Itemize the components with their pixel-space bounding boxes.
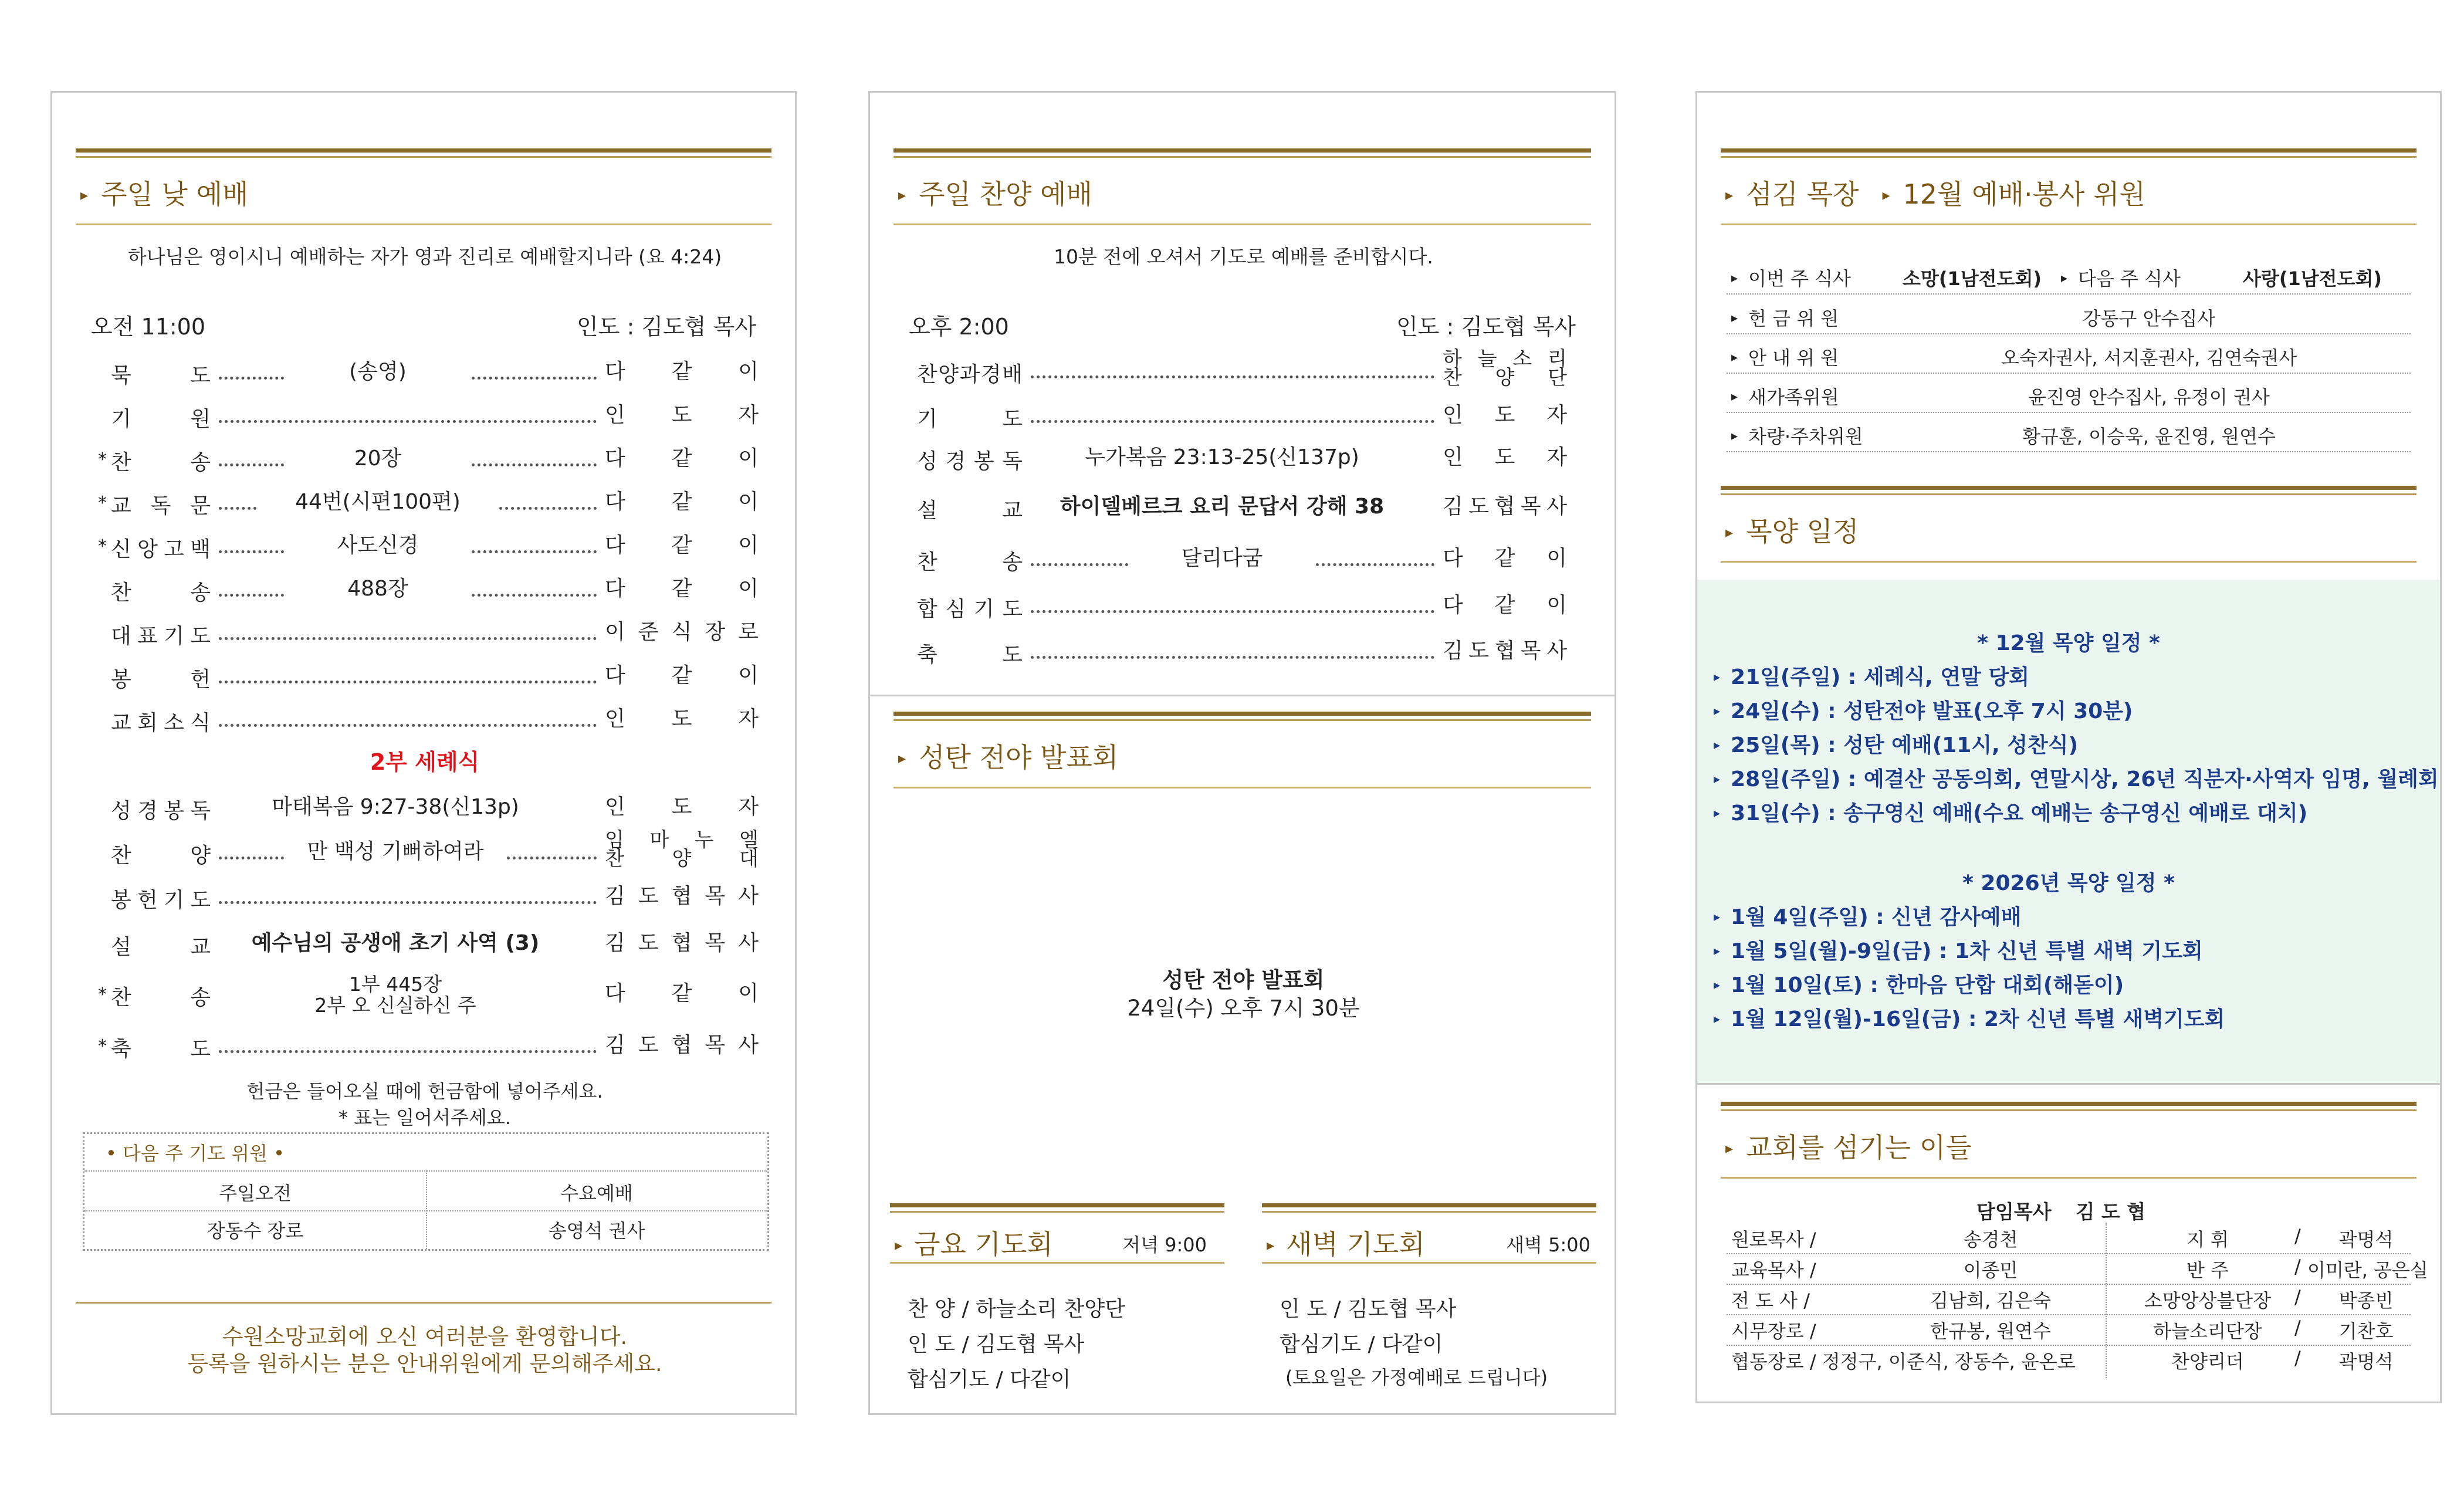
order-item-person: [605, 576, 759, 602]
staff-names: 한규봉, 원연수: [1930, 1320, 2051, 1342]
this-week-meal-label: ▸ 이번 주 식사: [1731, 268, 1851, 290]
prayer-col-wednesday: 수요예배: [560, 1182, 633, 1204]
staff-slash: /: [2294, 1286, 2301, 1308]
spaced-text: 김 도 협 목 사: [605, 884, 759, 908]
triangle-bullet-icon: ▸: [1714, 978, 1721, 993]
volunteer-names: 오숙자권사, 서지훈권사, 김연숙권사: [2001, 347, 2297, 369]
staff-names: 김남희, 김은숙: [1930, 1289, 2051, 1312]
dotted-leader: [1031, 563, 1128, 566]
spaced-text: 기 도: [917, 407, 1023, 431]
preparation-notice: 10분 전에 오셔서 기도로 예배를 준비합시다.: [1054, 245, 1433, 268]
order-row: [52, 359, 795, 394]
triangle-bullet-icon: ▸: [1882, 187, 1890, 204]
order-row: [52, 1033, 795, 1068]
section-divider: [870, 695, 1615, 696]
order-item-name: [917, 593, 1023, 622]
serve-title-1: 섬김 목장: [1746, 178, 1859, 210]
spaced-text: 김 도 협 목 사: [1443, 495, 1567, 519]
order-row: [870, 546, 1615, 581]
section-title: 주일 찬양 예배: [919, 178, 1092, 210]
dawn-row: 합심기도 / 다같이: [1280, 1332, 1443, 1356]
order-row: [870, 347, 1615, 393]
order-item-person: [605, 794, 759, 820]
spaced-text: 성 경 봉 독: [917, 449, 1023, 473]
spaced-text: 축 도: [917, 643, 1023, 667]
afternoon-worship-panel: [868, 91, 1616, 1415]
volunteer-names: 강동구 안수집사: [2082, 307, 2216, 330]
spaced-text: 인 도 자: [1443, 403, 1567, 427]
order-item-content: (송영): [349, 360, 407, 384]
dotted-leader: [472, 377, 597, 380]
required-standing-mark: *: [98, 1036, 107, 1057]
spaced-text: 다 같 이: [1443, 593, 1567, 617]
staff-role: 원로목사 /: [1731, 1228, 1816, 1251]
order-item-person: [605, 1033, 759, 1058]
order-row: [52, 794, 795, 830]
dotted-leader: [219, 420, 597, 423]
spaced-text: 다 같 이: [605, 446, 759, 471]
triangle-bullet-icon: ▸: [1714, 670, 1721, 685]
this-week-meal-value: 소망(1남전도회): [1903, 268, 2042, 290]
order-item-name: [111, 706, 211, 736]
prayer-committee-table: [83, 1132, 769, 1251]
spaced-text: 인 도 자: [1443, 445, 1567, 469]
spaced-text: 찬 양 대: [605, 847, 759, 871]
order-item-name: [917, 638, 1023, 668]
order-item-person: [605, 402, 759, 428]
staff-names-2: 기찬호: [2338, 1320, 2394, 1342]
spaced-text: 인 도 자: [605, 795, 759, 819]
order-item-name: [111, 446, 211, 476]
staff-names-2: 곽명석: [2338, 1228, 2394, 1251]
staff-role-2: 찬양리더: [2171, 1351, 2244, 1373]
order-item-content: 하이델베르크 요리 문답서 강해 38: [1060, 495, 1385, 519]
staff-names-2: 이미란, 공은실: [2307, 1259, 2428, 1281]
spaced-text: 묵 도: [111, 364, 211, 388]
order-item-content: 488장: [347, 577, 408, 601]
order-row: [52, 706, 795, 742]
service-time: 오후 2:00: [909, 314, 1009, 340]
order-item-name: [111, 533, 211, 563]
spaced-text: 찬 송: [111, 581, 211, 605]
spaced-text: 대 표 기 도: [111, 624, 211, 648]
spaced-text: 다 같 이: [605, 533, 759, 557]
schedule-header: [1721, 486, 2416, 563]
sunday-worship-header: [76, 148, 771, 225]
staff-slash: /: [2294, 1316, 2301, 1339]
serve-header: [1721, 148, 2416, 225]
order-row: [52, 489, 795, 524]
order-item-content: 44번(시편100편): [295, 490, 461, 514]
section-title: 교회를 섬기는 이들: [1746, 1132, 1972, 1163]
schedule-item: ▸ 21일(주일) : 세례식, 연말 당회: [1714, 665, 2030, 689]
order-item-name: [917, 546, 1023, 576]
triangle-bullet-icon: ▸: [1267, 1237, 1275, 1254]
dawn-row: (토요일은 가정예배로 드립니다): [1285, 1366, 1548, 1389]
welcome-divider: [76, 1298, 771, 1304]
required-standing-mark: *: [98, 493, 107, 513]
schedule-item: ▸ 25일(목) : 성탄 예배(11시, 성찬식): [1714, 733, 2079, 757]
staff-names-2: 곽명석: [2338, 1351, 2394, 1373]
sunday-worship-panel: [50, 91, 797, 1415]
dotted-leader: [1031, 420, 1434, 423]
spaced-text: 다 같 이: [1443, 546, 1567, 570]
spaced-text: 성 경 봉 독: [111, 799, 211, 823]
spaced-text: 다 같 이: [605, 664, 759, 688]
volunteer-role: ▸ 새가족위원: [1731, 386, 1839, 408]
spaced-text: 기 원: [111, 407, 211, 431]
staff-role-2: 반 주: [2187, 1259, 2229, 1281]
schedule-item: ▸ 1월 4일(주일) : 신년 감사예배: [1714, 905, 2022, 929]
baptism-title: 2부 세례식: [370, 749, 480, 775]
order-row: [52, 663, 795, 698]
row-divider: [1727, 412, 2411, 413]
order-item-name: [111, 839, 211, 869]
welcome-line-2: 등록을 원하시는 분은 안내위원에게 문의해주세요.: [187, 1351, 662, 1376]
order-item-content: 예수님의 공생애 초기 사역 (3): [251, 931, 540, 955]
spaced-text: 찬 송: [917, 550, 1023, 574]
order-row: [52, 620, 795, 655]
service-leader: 인도 : 김도협 목사: [1396, 314, 1576, 340]
spaced-text: 인 도 자: [605, 403, 759, 427]
order-item-person: [1443, 445, 1567, 471]
volunteer-role: ▸ 차량·주차위원: [1731, 425, 1863, 448]
order-item-name: [111, 1033, 211, 1062]
dotted-leader: [219, 857, 284, 859]
spaced-text: 교 독 문: [111, 494, 211, 518]
spaced-text: 축 도: [111, 1037, 211, 1061]
service-leader: 인도 : 김도협 목사: [577, 314, 756, 340]
order-item-name: [111, 576, 211, 606]
dotted-leader: [1031, 375, 1434, 378]
prayer-val-wednesday: 송영석 권사: [548, 1220, 645, 1242]
order-item-name: [917, 494, 1023, 524]
order-item-name: [111, 489, 211, 519]
schedule-item: ▸ 28일(주일) : 예결산 공동의회, 연말시상, 26년 직분자·사역자 임명, 월례회: [1714, 767, 2439, 791]
spaced-text: 설 교: [917, 499, 1023, 523]
spaced-text: 다 같 이: [605, 577, 759, 601]
order-item-person: [605, 930, 759, 956]
spaced-text: 인 도 자: [605, 707, 759, 731]
order-item-person: [605, 706, 759, 732]
order-row: [52, 930, 795, 966]
order-row: [870, 638, 1615, 673]
order-item-person: [605, 828, 759, 871]
staff-names-2: 박종빈: [2338, 1289, 2394, 1312]
staff-role-2: 하늘소리단장: [2153, 1320, 2262, 1342]
staff-role: 전 도 사 /: [1731, 1289, 1810, 1312]
next-week-meal-value: 사랑(1남전도회): [2243, 268, 2382, 290]
next-week-meal-label: ▸ 다음 주 식사: [2061, 268, 2181, 290]
order-item-person: [605, 620, 759, 645]
order-item-person: [1443, 593, 1567, 618]
volunteer-role: ▸ 헌 금 위 원: [1731, 307, 1839, 330]
section-title: 주일 낮 예배: [101, 178, 249, 210]
dotted-leader: [499, 507, 597, 510]
dotted-leader: [219, 463, 284, 466]
dotted-leader: [472, 594, 597, 597]
section-title: 성탄 전야 발표회: [919, 742, 1119, 773]
triangle-bullet-icon: ▸: [1714, 738, 1721, 753]
order-row: [52, 884, 795, 919]
spaced-text: 다 같 이: [605, 360, 759, 384]
prayer-col-sunday: 주일오전: [219, 1182, 292, 1204]
row-divider: [1727, 333, 2411, 334]
spaced-text: 다 같 이: [605, 490, 759, 514]
staff-role: 교육목사 /: [1731, 1259, 1816, 1281]
order-row: [52, 576, 795, 611]
spaced-text: 임 마 누 엘: [605, 828, 759, 852]
order-item-name: [917, 445, 1023, 475]
spaced-text: 합 심 기 도: [917, 597, 1023, 621]
dotted-leader: [219, 550, 284, 553]
triangle-bullet-icon: ▸: [1725, 187, 1734, 204]
spaced-text: 신 앙 고 백: [111, 537, 211, 561]
section-title: 목양 일정: [1746, 516, 1859, 547]
triangle-bullet-icon: ▸: [1714, 704, 1721, 719]
staff-slash: /: [2294, 1255, 2301, 1278]
dotted-leader: [219, 507, 256, 510]
schedule-item: ▸ 31일(수) : 송구영신 예배(수요 예배는 송구영신 예배로 대치): [1714, 801, 2308, 825]
required-standing-mark: *: [98, 984, 107, 1005]
dotted-leader: [472, 463, 597, 466]
offering-note: 헌금은 들어오실 때에 헌금함에 넣어주세요.: [246, 1080, 603, 1102]
senior-pastor: 담임목사 김 도 협: [1976, 1200, 2146, 1223]
staff-role: 협동장로 / 정정구, 이준식, 장동수, 윤온로: [1731, 1351, 2076, 1373]
dotted-leader: [219, 724, 597, 727]
order-row: [52, 828, 795, 874]
spaced-text: 찬 송: [111, 986, 211, 1010]
january-schedule-title: * 2026년 목양 일정 *: [1962, 871, 2175, 895]
volunteer-role: ▸ 안 내 위 원: [1731, 347, 1839, 369]
spaced-text: 봉 헌: [111, 668, 211, 692]
spaced-text: 다 같 이: [605, 981, 759, 1006]
order-item-person: [605, 663, 759, 689]
afternoon-worship-header: [893, 148, 1591, 225]
order-item-name: [111, 794, 211, 824]
triangle-bullet-icon: ▸: [1714, 1012, 1721, 1027]
schedule-item: ▸ 1월 12일(월)-16일(금) : 2차 신년 특별 새벽기도회: [1714, 1007, 2225, 1031]
triangle-bullet-icon: ▸: [1725, 1140, 1734, 1157]
order-item-person: [605, 884, 759, 909]
triangle-bullet-icon: ▸: [80, 187, 89, 204]
order-item-person: [605, 533, 759, 559]
dawn-prayer-section: [1262, 1203, 1596, 1397]
schedule-box: [1697, 580, 2440, 1083]
order-item-person: [605, 489, 759, 515]
volunteer-names: 황규훈, 이승욱, 윤진영, 원연수: [2022, 425, 2276, 448]
service-time: 오전 11:00: [91, 314, 206, 340]
christmas-eve-header: [893, 712, 1591, 788]
row-divider: [1727, 1284, 2411, 1285]
order-row: [52, 973, 795, 1017]
order-item-person: [605, 446, 759, 472]
order-item-name: [111, 620, 211, 649]
triangle-bullet-icon: ▸: [895, 1237, 903, 1254]
staff-slash: /: [2294, 1347, 2301, 1369]
order-row: [52, 446, 795, 481]
dawn-prayer-time: 새벽 5:00: [1506, 1234, 1590, 1256]
scripture-verse: 하나님은 영이시니 예배하는 자가 영과 진리로 예배할지니라 (요 4:24): [127, 245, 722, 268]
order-item-name: [111, 884, 211, 913]
dotted-leader: [219, 681, 597, 683]
dotted-leader: [219, 637, 597, 640]
order-item-name: [917, 402, 1023, 432]
order-item-name: [111, 663, 211, 693]
friday-row: 찬 양 / 하늘소리 찬양단: [908, 1297, 1125, 1321]
triangle-bullet-icon: ▸: [898, 187, 906, 204]
order-item-person: [605, 981, 759, 1007]
order-item-content: 1부 445장 2부 오 신실하신 주: [314, 973, 476, 1017]
spaced-text: 찬 송: [111, 451, 211, 475]
friday-prayer-section: [890, 1203, 1224, 1397]
dotted-leader: [507, 857, 597, 859]
volunteer-names: 윤진영 안수집사, 유정이 권사: [2028, 386, 2270, 408]
prayer-val-sunday: 장동수 장로: [207, 1220, 304, 1242]
order-row: [870, 445, 1615, 480]
spaced-text: 설 교: [111, 935, 211, 959]
row-divider: [1727, 451, 2411, 452]
order-row: [52, 402, 795, 438]
spaced-text: 교 회 소 식: [111, 711, 211, 735]
serve-title-2: 12월 예배·봉사 위원: [1903, 178, 2145, 210]
order-item-name: [111, 402, 211, 432]
schedule-item: ▸ 1월 5일(월)-9일(금) : 1차 신년 특별 새벽 기도회: [1714, 939, 2203, 963]
triangle-bullet-icon: ▸: [898, 750, 906, 767]
required-standing-mark: *: [98, 449, 107, 470]
spaced-text: 찬 양 과 경 배: [917, 363, 1023, 387]
triangle-bullet-icon: ▸: [1725, 524, 1734, 541]
staff-slash: /: [2294, 1225, 2301, 1247]
friday-row: 인 도 / 김도협 목사: [908, 1332, 1085, 1356]
staff-header: [1721, 1102, 2416, 1179]
triangle-bullet-icon: ▸: [1714, 772, 1721, 787]
order-item-person: [605, 359, 759, 385]
staff-role-2: 지 휘: [2187, 1228, 2229, 1251]
friday-prayer-time: 저녁 9:00: [1122, 1234, 1207, 1256]
church-info-panel: [1695, 91, 2442, 1403]
dotted-leader: [472, 550, 597, 553]
order-item-content: 만 백성 기뻐하여라: [307, 840, 484, 864]
order-item-name: [917, 358, 1023, 388]
order-row: [870, 494, 1615, 529]
spaced-text: 김 도 협 목 사: [605, 931, 759, 955]
order-item-person: [1443, 494, 1567, 520]
order-item-content: 마태복음 9:27-38(신13p): [272, 795, 519, 819]
staff-names: 이종민: [1963, 1259, 2018, 1281]
row-divider: [1727, 1345, 2411, 1346]
dotted-leader: [219, 901, 597, 904]
dotted-leader: [1031, 610, 1434, 613]
order-item-person: [1443, 638, 1567, 664]
order-item-content: 사도신경: [337, 533, 419, 557]
dawn-prayer-title: 새벽 기도회: [1286, 1228, 1425, 1260]
dawn-row: 인 도 / 김도협 목사: [1280, 1297, 1457, 1321]
row-divider: [1727, 1314, 2411, 1315]
order-item-content: 20장: [354, 446, 402, 471]
row-divider: [1727, 1253, 2411, 1254]
staff-role: 시무장로 /: [1731, 1320, 1816, 1342]
order-item-content: 달리다굼: [1181, 546, 1263, 570]
order-item-person: [1443, 402, 1567, 428]
friday-row: 합심기도 / 다같이: [908, 1368, 1071, 1392]
christmas-eve-event: 성탄 전야 발표회: [1162, 967, 1325, 993]
triangle-bullet-icon: ▸: [1714, 910, 1721, 925]
spaced-text: 찬 양: [111, 844, 211, 868]
staff-names: 송경천: [1963, 1228, 2018, 1251]
dotted-leader: [219, 1050, 597, 1053]
dotted-leader: [1316, 563, 1434, 566]
order-item-name: [111, 981, 211, 1011]
order-row: [870, 402, 1615, 438]
prayer-committee-title: • 다음 주 기도 위원 •: [106, 1142, 285, 1165]
christmas-eve-time: 24일(수) 오후 7시 30분: [1127, 996, 1360, 1021]
required-standing-mark: *: [98, 536, 107, 557]
spaced-text: 찬 양 단: [1443, 366, 1567, 390]
friday-prayer-title: 금요 기도회: [914, 1228, 1053, 1260]
spaced-text: 하 늘 소 리: [1443, 347, 1567, 371]
dotted-leader: [219, 377, 284, 380]
schedule-item: ▸ 1월 10일(토) : 한마음 단합 대회(해돋이): [1714, 973, 2124, 997]
standing-note: * 표는 일어서주세요.: [339, 1106, 511, 1129]
staff-role-2: 소망앙상블단장: [2144, 1289, 2272, 1312]
order-row: [52, 533, 795, 568]
triangle-bullet-icon: ▸: [1714, 806, 1721, 821]
order-item-name: [111, 930, 211, 960]
spaced-text: 김 도 협 목 사: [605, 1033, 759, 1057]
order-row: [870, 593, 1615, 628]
dotted-leader: [1031, 656, 1434, 659]
spaced-text: 봉 헌 기 도: [111, 888, 211, 912]
order-item-person: [1443, 546, 1567, 571]
dotted-leader: [219, 594, 284, 597]
order-item-name: [111, 359, 211, 389]
order-item-content: 누가복음 23:13-25(신137p): [1085, 445, 1359, 469]
spaced-text: 김 도 협 목 사: [1443, 639, 1567, 663]
welcome-line-1: 수원소망교회에 오신 여러분을 환영합니다.: [222, 1324, 628, 1349]
row-divider: [1727, 373, 2411, 374]
spaced-text: 이 준 식 장 로: [605, 620, 759, 644]
december-schedule-title: * 12월 목양 일정 *: [1977, 631, 2160, 655]
order-item-person: [1443, 347, 1567, 390]
schedule-item: ▸ 24일(수) : 성탄전야 발표(오후 7시 30분): [1714, 699, 2133, 723]
triangle-bullet-icon: ▸: [1714, 944, 1721, 959]
